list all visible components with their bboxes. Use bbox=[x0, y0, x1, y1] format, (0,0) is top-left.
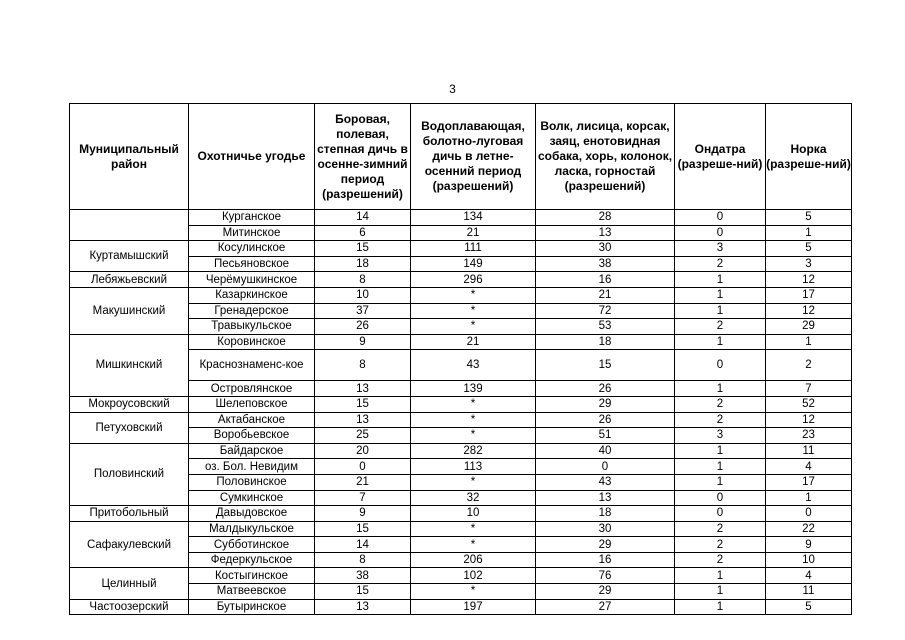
upland-game-cell: 37 bbox=[315, 303, 411, 319]
hunting-ground-cell: Половинское bbox=[189, 474, 315, 490]
upland-game-cell: 21 bbox=[315, 474, 411, 490]
waterfowl-cell: 21 bbox=[411, 334, 536, 350]
predators-cell: 30 bbox=[536, 521, 675, 537]
predators-cell: 40 bbox=[536, 443, 675, 459]
predators-cell: 27 bbox=[536, 599, 675, 615]
hunting-ground-cell: Песьяновское bbox=[189, 256, 315, 272]
district-cell: Половинский bbox=[70, 443, 189, 505]
header-row bbox=[70, 104, 852, 210]
hunting-ground-cell: Воробьевское bbox=[189, 428, 315, 444]
upland-game-cell: 10 bbox=[315, 287, 411, 303]
upland-game-cell: 38 bbox=[315, 568, 411, 584]
header-mink: Норка (разреше-ний) bbox=[766, 104, 852, 210]
predators-cell: 30 bbox=[536, 241, 675, 257]
mink-cell: 17 bbox=[766, 474, 852, 490]
predators-cell: 26 bbox=[536, 381, 675, 397]
muskrat-cell: 1 bbox=[675, 599, 766, 615]
upland-game-cell: 25 bbox=[315, 428, 411, 444]
predators-cell: 29 bbox=[536, 396, 675, 412]
predators-cell: 28 bbox=[536, 210, 675, 226]
hunting-ground-cell: Казаркинское bbox=[189, 287, 315, 303]
muskrat-cell: 1 bbox=[675, 381, 766, 397]
hunting-ground-cell: Травыкульское bbox=[189, 319, 315, 335]
upland-game-cell: 26 bbox=[315, 319, 411, 335]
mink-cell: 5 bbox=[766, 241, 852, 257]
district-cell: Частоозерский bbox=[70, 599, 189, 615]
mink-cell: 10 bbox=[766, 552, 852, 568]
waterfowl-cell: * bbox=[411, 319, 536, 335]
waterfowl-cell: 206 bbox=[411, 552, 536, 568]
district-cell: Макушинский bbox=[70, 287, 189, 334]
hunting-ground-cell: Коровинское bbox=[189, 334, 315, 350]
district-cell: Мишкинский bbox=[70, 334, 189, 396]
predators-cell: 43 bbox=[536, 474, 675, 490]
predators-cell: 21 bbox=[536, 287, 675, 303]
waterfowl-cell: 21 bbox=[411, 225, 536, 241]
muskrat-cell: 1 bbox=[675, 474, 766, 490]
upland-game-cell: 6 bbox=[315, 225, 411, 241]
predators-cell: 13 bbox=[536, 490, 675, 506]
mink-cell: 1 bbox=[766, 334, 852, 350]
predators-cell: 51 bbox=[536, 428, 675, 444]
waterfowl-cell: * bbox=[411, 584, 536, 600]
hunting-ground-cell: Митинское bbox=[189, 225, 315, 241]
predators-cell: 16 bbox=[536, 272, 675, 288]
waterfowl-cell: 113 bbox=[411, 459, 536, 475]
hunting-ground-cell: Сумкинское bbox=[189, 490, 315, 506]
mink-cell: 7 bbox=[766, 381, 852, 397]
waterfowl-cell: 10 bbox=[411, 506, 536, 522]
mink-cell: 12 bbox=[766, 303, 852, 319]
predators-cell: 76 bbox=[536, 568, 675, 584]
waterfowl-cell: * bbox=[411, 412, 536, 428]
muskrat-cell: 2 bbox=[675, 412, 766, 428]
mink-cell: 2 bbox=[766, 350, 852, 381]
hunting-ground-cell: Краснознаменс-кое bbox=[189, 350, 315, 381]
header-waterfowl: Водоплавающая, болотно-луговая дичь в летне-осенний период (разрешений) bbox=[411, 104, 536, 210]
hunting-ground-cell: Гренадерское bbox=[189, 303, 315, 319]
upland-game-cell: 13 bbox=[315, 599, 411, 615]
upland-game-cell: 8 bbox=[315, 272, 411, 288]
waterfowl-cell: 111 bbox=[411, 241, 536, 257]
header-predators: Волк, лисица, корсак, заяц, енотовидная собака, хорь, колонок, ласка, горностай (разрешений) bbox=[536, 104, 675, 210]
table-row bbox=[70, 241, 852, 257]
district-cell: Притобольный bbox=[70, 506, 189, 522]
predators-cell: 29 bbox=[536, 584, 675, 600]
hunting-ground-cell: Давыдовское bbox=[189, 506, 315, 522]
waterfowl-cell: 43 bbox=[411, 350, 536, 381]
muskrat-cell: 3 bbox=[675, 241, 766, 257]
hunting-ground-cell: Субботинское bbox=[189, 537, 315, 553]
table-row bbox=[70, 521, 852, 537]
upland-game-cell: 7 bbox=[315, 490, 411, 506]
district-cell bbox=[70, 210, 189, 241]
mink-cell: 52 bbox=[766, 396, 852, 412]
muskrat-cell: 0 bbox=[675, 506, 766, 522]
mink-cell: 12 bbox=[766, 412, 852, 428]
upland-game-cell: 15 bbox=[315, 396, 411, 412]
mink-cell: 5 bbox=[766, 599, 852, 615]
waterfowl-cell: 282 bbox=[411, 443, 536, 459]
muskrat-cell: 1 bbox=[675, 303, 766, 319]
mink-cell: 23 bbox=[766, 428, 852, 444]
predators-cell: 26 bbox=[536, 412, 675, 428]
hunting-ground-cell: оз. Бол. Невидим bbox=[189, 459, 315, 475]
table-row bbox=[70, 272, 852, 288]
mink-cell: 5 bbox=[766, 210, 852, 226]
table-row bbox=[70, 210, 852, 226]
predators-cell: 18 bbox=[536, 506, 675, 522]
table-row bbox=[70, 568, 852, 584]
mink-cell: 9 bbox=[766, 537, 852, 553]
table-row bbox=[70, 506, 852, 522]
table-row bbox=[70, 412, 852, 428]
hunting-ground-cell: Малдыкульское bbox=[189, 521, 315, 537]
mink-cell: 11 bbox=[766, 584, 852, 600]
predators-cell: 16 bbox=[536, 552, 675, 568]
hunting-ground-cell: Островлянское bbox=[189, 381, 315, 397]
predators-cell: 53 bbox=[536, 319, 675, 335]
muskrat-cell: 1 bbox=[675, 459, 766, 475]
muskrat-cell: 1 bbox=[675, 334, 766, 350]
predators-cell: 0 bbox=[536, 459, 675, 475]
hunting-ground-cell: Федеркульское bbox=[189, 552, 315, 568]
table-row bbox=[70, 599, 852, 615]
mink-cell: 4 bbox=[766, 459, 852, 475]
upland-game-cell: 9 bbox=[315, 334, 411, 350]
mink-cell: 1 bbox=[766, 225, 852, 241]
predators-cell: 38 bbox=[536, 256, 675, 272]
predators-cell: 72 bbox=[536, 303, 675, 319]
muskrat-cell: 1 bbox=[675, 584, 766, 600]
table-row bbox=[70, 334, 852, 350]
muskrat-cell: 0 bbox=[675, 350, 766, 381]
muskrat-cell: 3 bbox=[675, 428, 766, 444]
hunting-ground-cell: Бутыринское bbox=[189, 599, 315, 615]
table-row bbox=[70, 287, 852, 303]
waterfowl-cell: 296 bbox=[411, 272, 536, 288]
waterfowl-cell: 32 bbox=[411, 490, 536, 506]
hunting-ground-cell: Курганское bbox=[189, 210, 315, 226]
waterfowl-cell: * bbox=[411, 521, 536, 537]
upland-game-cell: 15 bbox=[315, 521, 411, 537]
hunting-permits-table bbox=[69, 103, 852, 615]
mink-cell: 0 bbox=[766, 506, 852, 522]
waterfowl-cell: 197 bbox=[411, 599, 536, 615]
muskrat-cell: 2 bbox=[675, 537, 766, 553]
table-row bbox=[70, 443, 852, 459]
waterfowl-cell: 102 bbox=[411, 568, 536, 584]
hunting-ground-cell: Костыгинское bbox=[189, 568, 315, 584]
upland-game-cell: 15 bbox=[315, 584, 411, 600]
waterfowl-cell: * bbox=[411, 396, 536, 412]
hunting-ground-cell: Байдарское bbox=[189, 443, 315, 459]
district-cell: Петуховский bbox=[70, 412, 189, 443]
header-district: Муниципальный район bbox=[70, 104, 189, 210]
upland-game-cell: 14 bbox=[315, 210, 411, 226]
upland-game-cell: 18 bbox=[315, 256, 411, 272]
waterfowl-cell: 139 bbox=[411, 381, 536, 397]
waterfowl-cell: 149 bbox=[411, 256, 536, 272]
header-upland-game: Боровая, полевая, степная дичь в осенне-зимний период (разрешений) bbox=[315, 104, 411, 210]
upland-game-cell: 15 bbox=[315, 241, 411, 257]
upland-game-cell: 9 bbox=[315, 506, 411, 522]
upland-game-cell: 8 bbox=[315, 350, 411, 381]
upland-game-cell: 8 bbox=[315, 552, 411, 568]
muskrat-cell: 0 bbox=[675, 210, 766, 226]
predators-cell: 13 bbox=[536, 225, 675, 241]
muskrat-cell: 1 bbox=[675, 272, 766, 288]
predators-cell: 18 bbox=[536, 334, 675, 350]
waterfowl-cell: * bbox=[411, 287, 536, 303]
upland-game-cell: 13 bbox=[315, 381, 411, 397]
mink-cell: 3 bbox=[766, 256, 852, 272]
muskrat-cell: 2 bbox=[675, 521, 766, 537]
upland-game-cell: 14 bbox=[315, 537, 411, 553]
waterfowl-cell: * bbox=[411, 537, 536, 553]
mink-cell: 17 bbox=[766, 287, 852, 303]
mink-cell: 11 bbox=[766, 443, 852, 459]
district-cell: Сафакулевский bbox=[70, 521, 189, 568]
mink-cell: 29 bbox=[766, 319, 852, 335]
mink-cell: 12 bbox=[766, 272, 852, 288]
muskrat-cell: 2 bbox=[675, 256, 766, 272]
upland-game-cell: 13 bbox=[315, 412, 411, 428]
predators-cell: 15 bbox=[536, 350, 675, 381]
district-cell: Мокроусовский bbox=[70, 396, 189, 412]
muskrat-cell: 2 bbox=[675, 552, 766, 568]
district-cell: Целинный bbox=[70, 568, 189, 599]
muskrat-cell: 2 bbox=[675, 319, 766, 335]
muskrat-cell: 0 bbox=[675, 490, 766, 506]
hunting-ground-cell: Актабанское bbox=[189, 412, 315, 428]
mink-cell: 4 bbox=[766, 568, 852, 584]
hunting-ground-cell: Шелеповское bbox=[189, 396, 315, 412]
hunting-ground-cell: Косулинское bbox=[189, 241, 315, 257]
upland-game-cell: 0 bbox=[315, 459, 411, 475]
upland-game-cell: 20 bbox=[315, 443, 411, 459]
predators-cell: 29 bbox=[536, 537, 675, 553]
hunting-ground-cell: Матвеевское bbox=[189, 584, 315, 600]
district-cell: Лебяжьевский bbox=[70, 272, 189, 288]
header-ground: Охотничье угодье bbox=[189, 104, 315, 210]
mink-cell: 22 bbox=[766, 521, 852, 537]
hunting-ground-cell: Черёмушкинское bbox=[189, 272, 315, 288]
mink-cell: 1 bbox=[766, 490, 852, 506]
muskrat-cell: 1 bbox=[675, 287, 766, 303]
page-number: 3 bbox=[449, 82, 456, 96]
waterfowl-cell: * bbox=[411, 474, 536, 490]
waterfowl-cell: * bbox=[411, 303, 536, 319]
waterfowl-cell: * bbox=[411, 428, 536, 444]
district-cell: Куртамышский bbox=[70, 241, 189, 272]
muskrat-cell: 2 bbox=[675, 396, 766, 412]
table-row bbox=[70, 396, 852, 412]
muskrat-cell: 1 bbox=[675, 568, 766, 584]
waterfowl-cell: 134 bbox=[411, 210, 536, 226]
muskrat-cell: 1 bbox=[675, 443, 766, 459]
header-muskrat: Ондатра (разреше-ний) bbox=[675, 104, 766, 210]
muskrat-cell: 0 bbox=[675, 225, 766, 241]
